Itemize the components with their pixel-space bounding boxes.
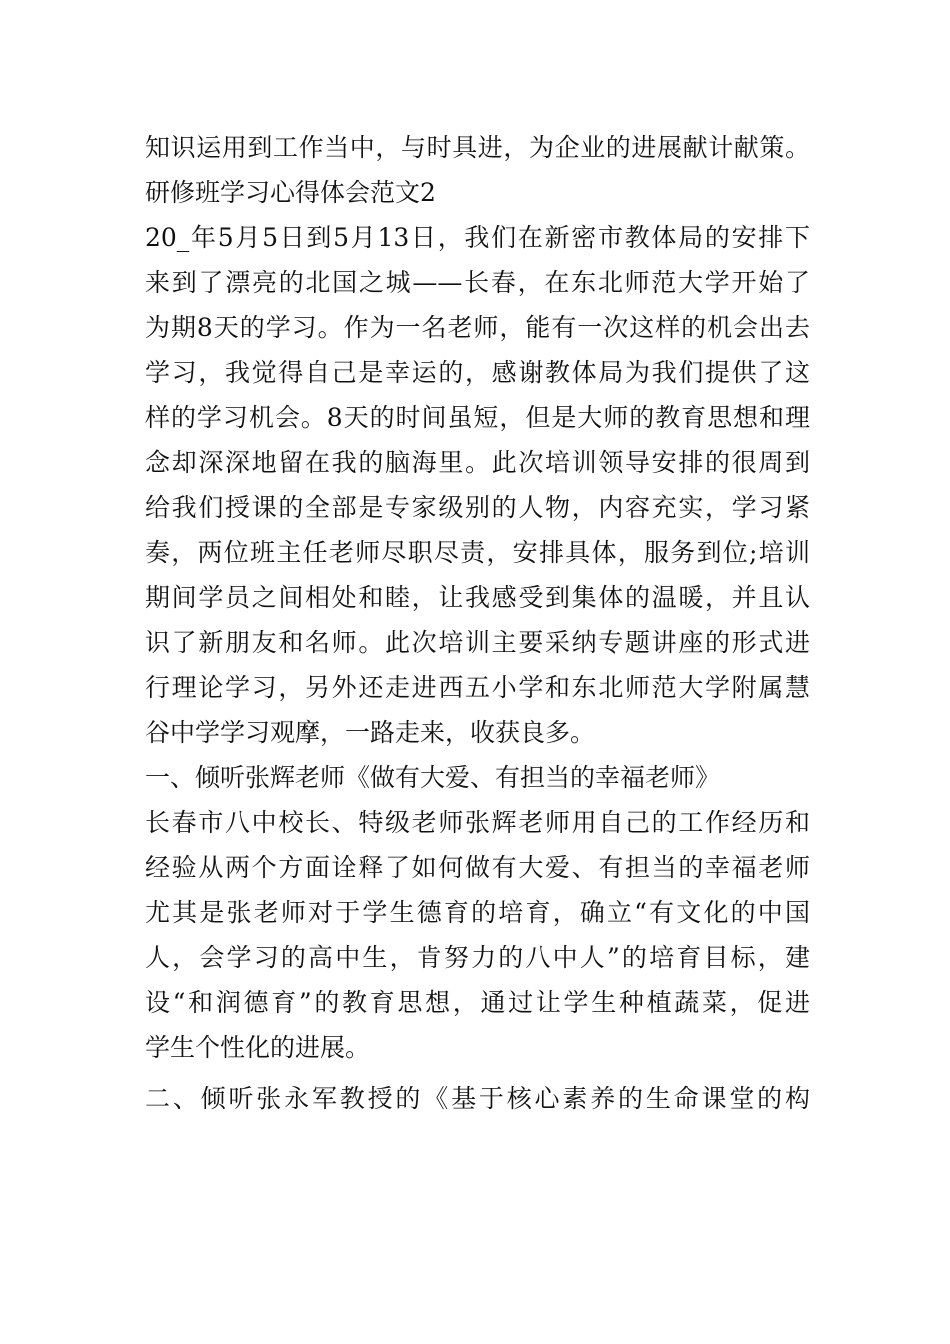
text-line: 给我们授课的全部是专家级别的人物，内容充实，学习紧 [145,493,810,522]
text-line: 样的学习机会。8天的时间虽短，但是大师的教育思想和理 [145,403,810,432]
text-line: 设“和润德育”的教育思想，通过让学生种植蔬菜，促进 [145,988,810,1017]
text-line: 谷中学学习观摩，一路走来，收获良多。 [145,718,596,747]
text-line: 奏，两位班主任老师尽职尽责，安排具体，服务到位;培训 [145,538,810,567]
text-line: 知识运用到工作当中，与时具进，为企业的进展献计献策。 [145,133,810,162]
text-line: 行理论学习，另外还走进西五小学和东北师范大学附属慧 [145,673,810,702]
section-heading: 一、倾听张辉老师《做有大爱、有担当的幸福老师》 [145,763,721,792]
text-line: 学生个性化的进展。 [145,1033,371,1062]
text-line: 识了新朋友和名师。此次培训主要采纳专题讲座的形式进 [145,628,810,657]
section-heading: 二、倾听张永军教授的《基于核心素养的生命课堂的构 [145,1084,810,1113]
text-line: 经验从两个方面诠释了如何做有大爱、有担当的幸福老师 [145,853,810,882]
text-line: 来到了漂亮的北国之城——长春，在东北师范大学开始了 [145,268,810,297]
document-body [145,125,810,1121]
text-line: 20_年5月5日到5月13日，我们在新密市教体局的安排下 [145,223,810,252]
section-title: 研修班学习心得体会范文2 [145,178,436,207]
text-line: 期间学员之间相处和睦，让我感受到集体的温暖，并且认 [145,583,810,612]
text-line: 尤其是张老师对于学生德育的培育，确立“有文化的中国 [145,898,810,927]
text-line: 念却深深地留在我的脑海里。此次培训领导安排的很周到 [145,448,810,477]
text-line: 为期8天的学习。作为一名老师，能有一次这样的机会出去 [145,313,810,342]
text-line: 学习，我觉得自己是幸运的，感谢教体局为我们提供了这 [145,358,810,387]
text-line: 人，会学习的高中生，肯努力的八中人”的培育目标，建 [145,943,810,972]
text-line: 长春市八中校长、特级老师张辉老师用自己的工作经历和 [145,808,810,837]
